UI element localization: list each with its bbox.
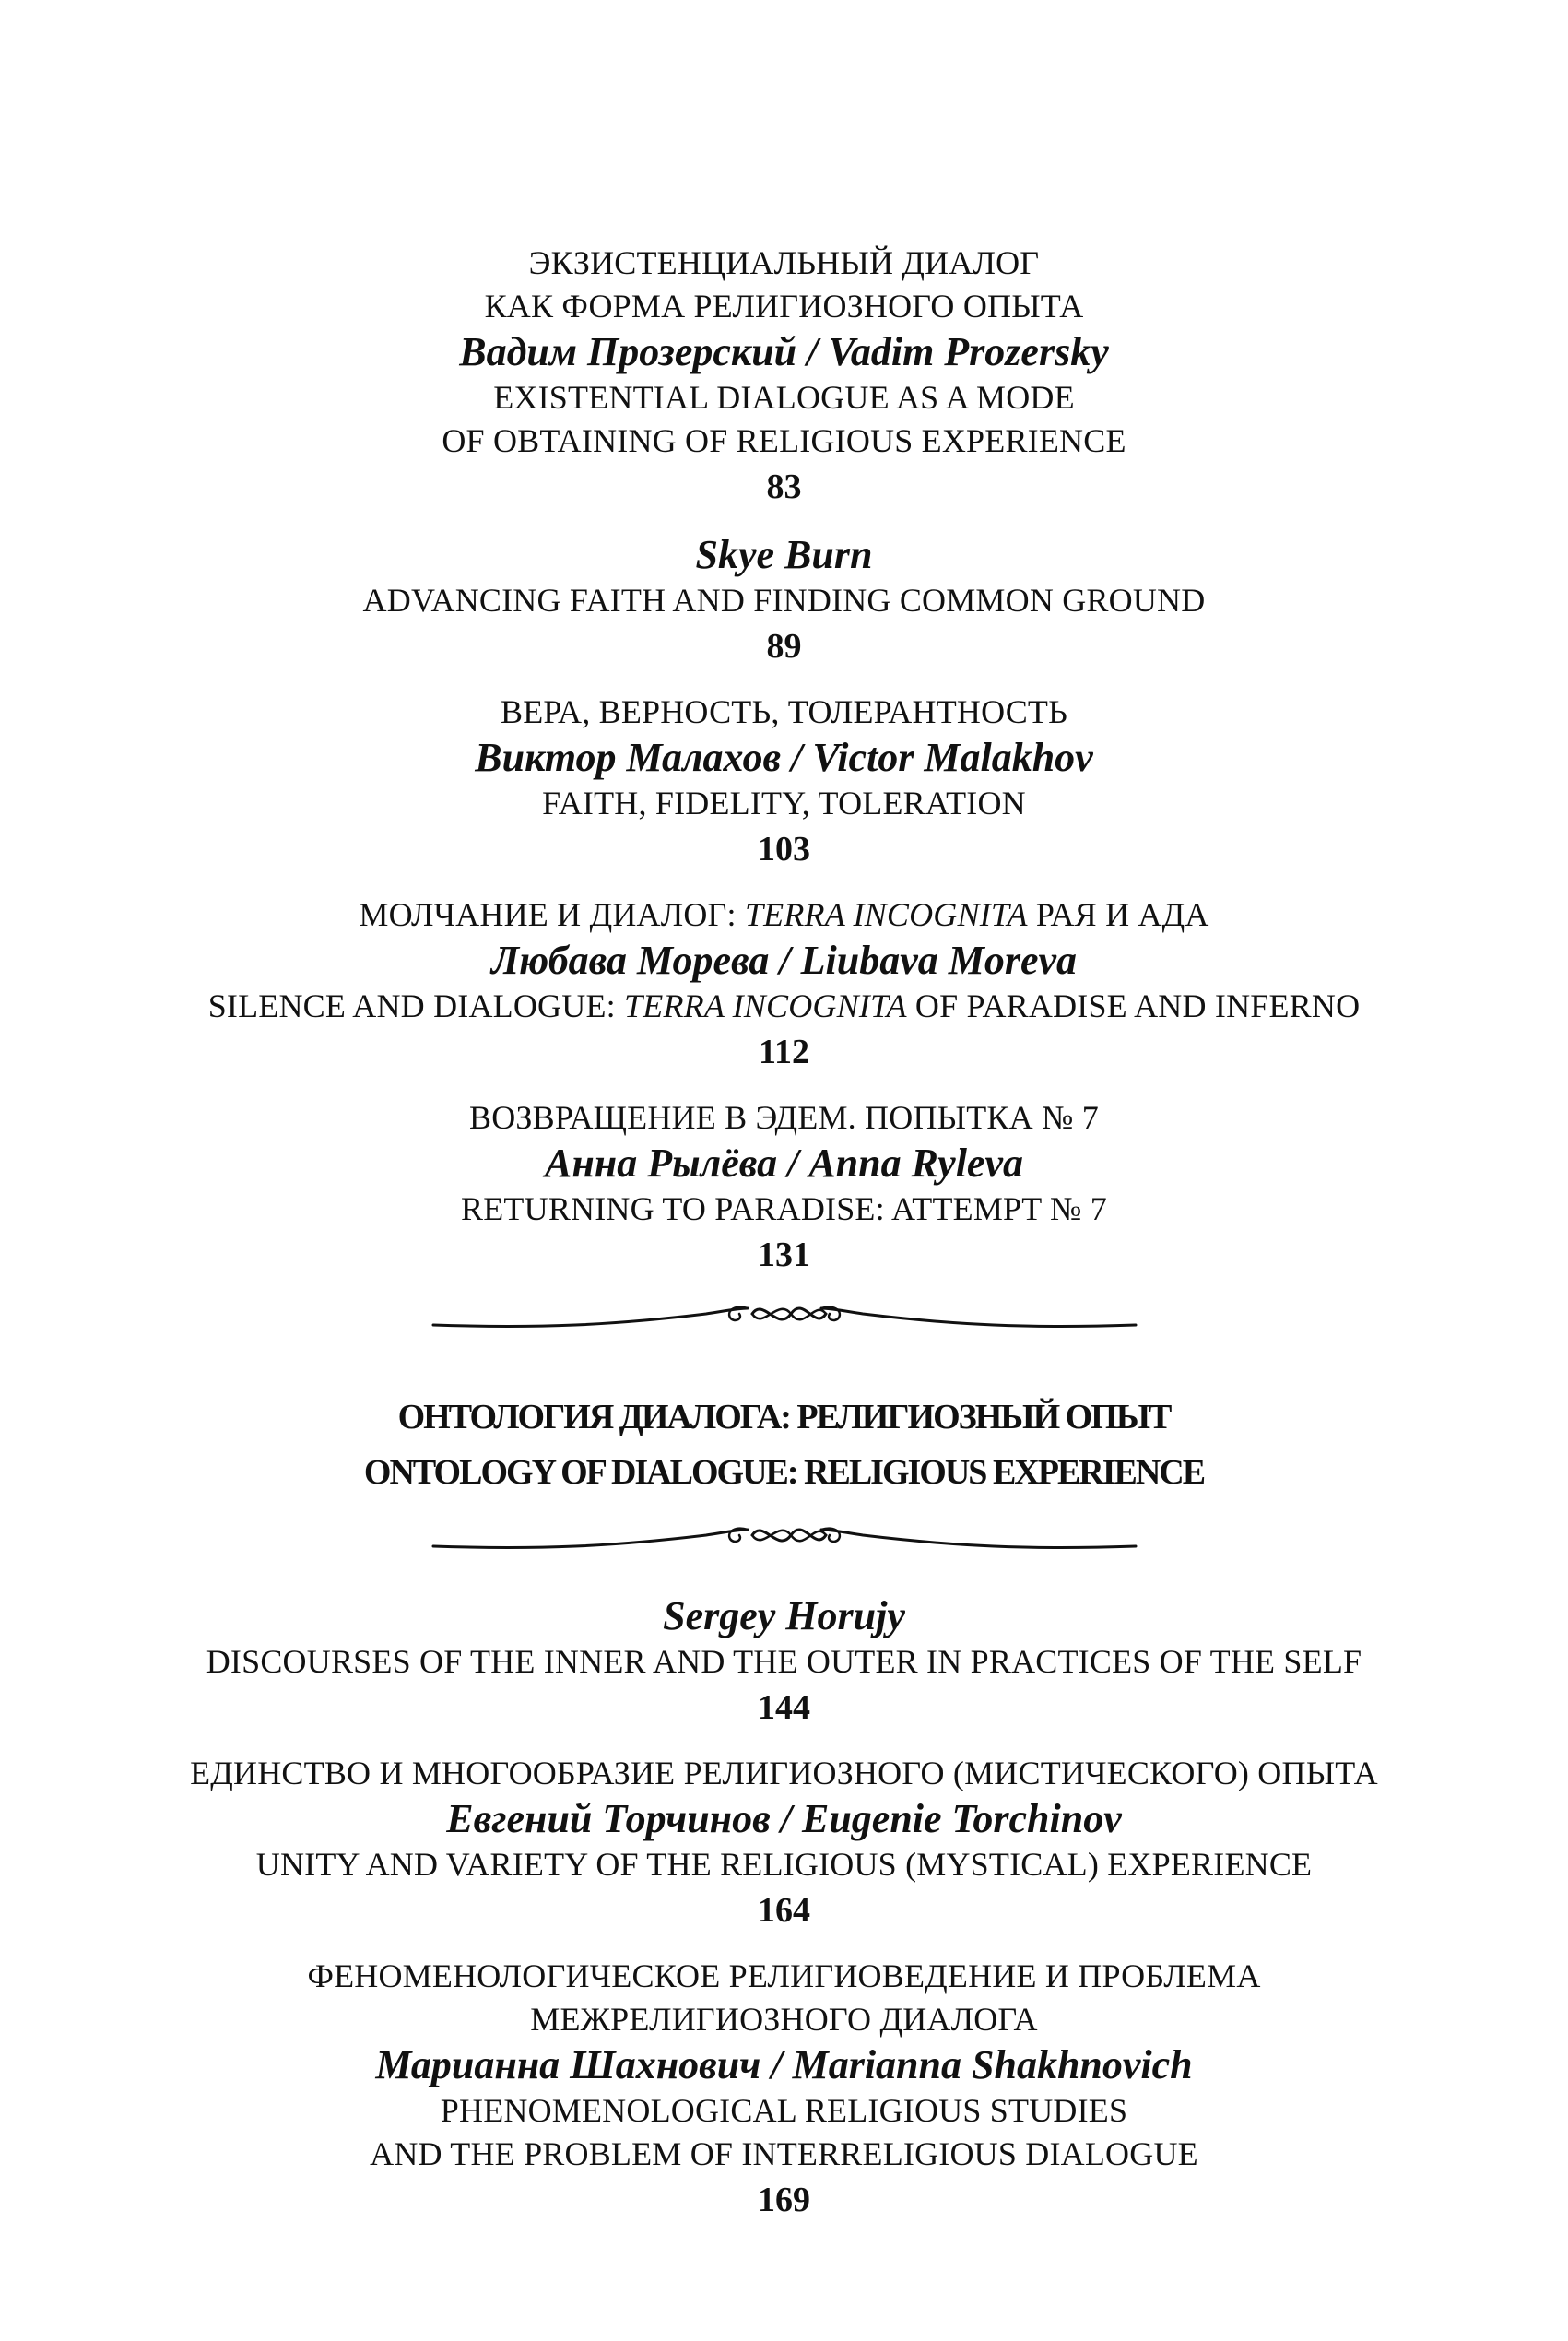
entry-page-number: 83 bbox=[766, 467, 802, 506]
entry-title-en: OF OBTAINING OF RELIGIOUS EXPERIENCE bbox=[442, 422, 1126, 459]
entry-page-number: 169 bbox=[758, 2181, 810, 2219]
entry-title-ru bbox=[0, 893, 1568, 937]
flourish-divider-icon bbox=[430, 1292, 1139, 1356]
entry-title-ru: ЕДИНСТВО И МНОГООБРАЗИЕ РЕЛИГИОЗНОГО (МИСТИЧЕСКОГО) ОПЫТА bbox=[190, 1755, 1378, 1791]
toc-entry bbox=[0, 242, 1568, 511]
entry-title-en: DISCOURSES OF THE INNER AND THE OUTER IN PRACTICES OF THE SELF bbox=[206, 1643, 1362, 1680]
entry-page-number: 103 bbox=[758, 830, 810, 869]
toc-entry bbox=[0, 531, 1568, 670]
section-title-ru: ОНТОЛОГИЯ ДИАЛОГА: РЕЛИГИОЗНЫЙ ОПЫТ bbox=[397, 1398, 1171, 1437]
entry-title-ru: ВЕРА, ВЕРНОСТЬ, ТОЛЕРАНТНОСТЬ bbox=[501, 693, 1067, 730]
entry-title-en: FAITH, FIDELITY, TOLERATION bbox=[542, 785, 1026, 822]
entry-author: Любава Морева / Liubava Moreva bbox=[490, 938, 1078, 983]
entry-author: Анна Рылёва / Anna Ryleva bbox=[545, 1141, 1023, 1186]
entry-title-en: AND THE PROBLEM OF INTERRELIGIOUS DIALOGUE bbox=[370, 2135, 1198, 2172]
entry-page-number: 89 bbox=[766, 627, 802, 666]
entry-title-ru: ЭКЗИСТЕНЦИАЛЬНЫЙ ДИАЛОГ bbox=[528, 244, 1040, 281]
entry-title-en: EXISTENTIAL DIALOGUE AS A MODE bbox=[493, 379, 1075, 416]
toc-entry bbox=[0, 691, 1568, 873]
toc-entry bbox=[0, 1955, 1568, 2224]
entry-author: Вадим Прозерский / Vadim Prozersky bbox=[459, 329, 1109, 374]
entry-title-en bbox=[0, 985, 1568, 1028]
title-ru-prefix: МОЛЧАНИЕ И ДИАЛОГ: bbox=[359, 896, 745, 933]
title-en-italic: TERRA INCOGNITA bbox=[624, 987, 907, 1024]
title-en-prefix: SILENCE AND DIALOGUE: bbox=[207, 987, 625, 1024]
entry-title-ru: ФЕНОМЕНОЛОГИЧЕСКОЕ РЕЛИГИОВЕДЕНИЕ И ПРОБЛЕМА bbox=[307, 1957, 1261, 1994]
section-title-en: ONTOLOGY OF DIALOGUE: RELIGIOUS EXPERIENCE bbox=[363, 1453, 1205, 1492]
toc-entry bbox=[0, 893, 1568, 1076]
entry-title-ru: МЕЖРЕЛИГИОЗНОГО ДИАЛОГА bbox=[530, 2001, 1038, 2038]
title-ru-suffix: РАЯ И АДА bbox=[1027, 896, 1209, 933]
entry-title-en: UNITY AND VARIETY OF THE RELIGIOUS (MYSTICAL) EXPERIENCE bbox=[255, 1846, 1313, 1883]
toc-entry bbox=[0, 1592, 1568, 1732]
toc-entry bbox=[0, 1752, 1568, 1934]
title-ru-italic: TERRA INCOGNITA bbox=[744, 896, 1028, 933]
entry-title-en: ADVANCING FAITH AND FINDING COMMON GROUND bbox=[362, 582, 1206, 619]
entry-author: Sergey Horujy bbox=[663, 1593, 905, 1638]
entry-page-number: 164 bbox=[758, 1891, 810, 1930]
title-en-suffix: OF PARADISE AND INFERNO bbox=[906, 987, 1361, 1024]
entry-author: Виктор Малахов / Victor Malakhov bbox=[475, 735, 1093, 780]
entry-page-number: 112 bbox=[759, 1033, 809, 1071]
entry-author: Марианна Шахнович / Marianna Shakhnovich bbox=[375, 2042, 1193, 2087]
entry-title-ru: ВОЗВРАЩЕНИЕ В ЭДЕМ. ПОПЫТКА № 7 bbox=[468, 1099, 1099, 1136]
entry-page-number: 131 bbox=[758, 1236, 810, 1274]
flourish-divider-icon bbox=[430, 1513, 1139, 1578]
entry-title-en: PHENOMENOLOGICAL RELIGIOUS STUDIES bbox=[440, 2092, 1128, 2129]
entry-author: Skye Burn bbox=[695, 532, 873, 577]
entry-page-number: 144 bbox=[758, 1688, 810, 1727]
toc-entry bbox=[0, 1096, 1568, 1279]
entry-title-ru: КАК ФОРМА РЕЛИГИОЗНОГО ОПЫТА bbox=[484, 288, 1084, 325]
table-of-contents bbox=[0, 242, 1568, 2224]
entry-author: Евгений Торчинов / Eugenie Torchinov bbox=[446, 1796, 1122, 1841]
entry-title-en: RETURNING TO PARADISE: ATTEMPT № 7 bbox=[461, 1190, 1107, 1227]
